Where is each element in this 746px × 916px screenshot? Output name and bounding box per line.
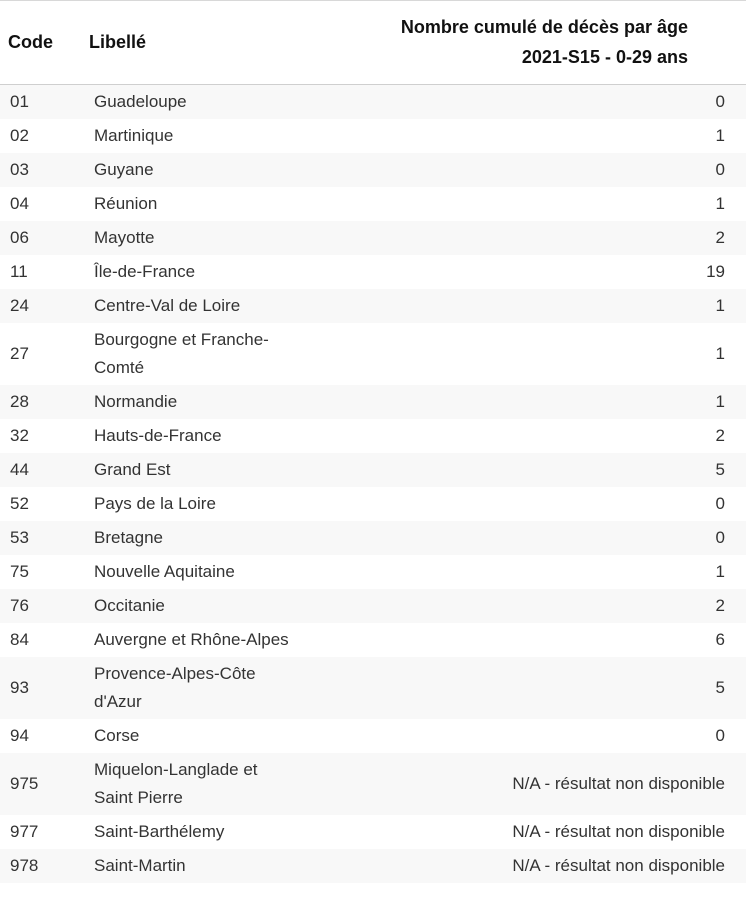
region-label: Réunion <box>94 193 158 213</box>
region-code: 52 <box>10 493 29 513</box>
region-label: Occitanie <box>94 595 165 615</box>
region-label: Martinique <box>94 125 174 145</box>
region-code: 84 <box>10 629 29 649</box>
table-body <box>0 84 746 883</box>
table-row <box>0 221 746 255</box>
region-code: 977 <box>10 821 39 841</box>
table-row <box>0 187 746 221</box>
deaths-value: 19 <box>706 261 725 281</box>
table-row <box>0 255 746 289</box>
region-label: Auvergne et Rhône-Alpes <box>94 629 289 649</box>
deaths-value: N/A - résultat non disponible <box>512 773 725 793</box>
region-code: 28 <box>10 391 29 411</box>
deaths-value: 1 <box>715 391 725 411</box>
deaths-by-region-table <box>0 1 746 883</box>
deaths-value: 2 <box>715 425 725 445</box>
deaths-value: 5 <box>715 459 725 479</box>
table-row <box>0 119 746 153</box>
column-header-deaths-period: 2021-S15 - 0-29 ans <box>521 47 688 68</box>
table-row <box>0 555 746 589</box>
region-code: 03 <box>10 159 29 179</box>
region-label: Guyane <box>94 159 154 179</box>
region-code: 01 <box>10 91 29 111</box>
deaths-value: 1 <box>715 125 725 145</box>
deaths-value: 0 <box>715 493 725 513</box>
region-label: Guadeloupe <box>94 91 187 111</box>
deaths-value: 1 <box>715 193 725 213</box>
region-code: 975 <box>10 773 39 793</box>
region-code: 02 <box>10 125 29 145</box>
region-code: 06 <box>10 227 29 247</box>
deaths-value: 2 <box>715 227 725 247</box>
region-code: 04 <box>10 193 29 213</box>
region-label: Saint-Martin <box>94 855 186 875</box>
region-label: Centre-Val de Loire <box>94 295 241 315</box>
region-code: 32 <box>10 425 29 445</box>
deaths-value: N/A - résultat non disponible <box>512 821 725 841</box>
region-label: Saint-Barthélemy <box>94 821 225 841</box>
deaths-value: N/A - résultat non disponible <box>512 855 725 875</box>
region-label: Nouvelle Aquitaine <box>94 561 235 581</box>
region-label: Normandie <box>94 391 178 411</box>
table-row <box>0 153 746 187</box>
region-code: 978 <box>10 855 39 875</box>
deaths-value: 1 <box>715 295 725 315</box>
deaths-value: 2 <box>715 595 725 615</box>
deaths-value: 0 <box>715 159 725 179</box>
table-row <box>0 289 746 323</box>
region-label: Bretagne <box>94 527 163 547</box>
table-row <box>0 385 746 419</box>
table-row <box>0 719 746 753</box>
table-row <box>0 623 746 657</box>
table-row <box>0 521 746 555</box>
region-label: Mayotte <box>94 227 155 247</box>
deaths-value: 0 <box>715 725 725 745</box>
region-label: Pays de la Loire <box>94 493 216 513</box>
region-label: Île-de-France <box>94 261 196 281</box>
column-header-deaths-title: Nombre cumulé de décès par âge <box>400 17 688 38</box>
region-code: 11 <box>10 261 28 281</box>
region-code: 27 <box>10 343 29 363</box>
region-label: Corse <box>94 725 140 745</box>
deaths-value: 0 <box>715 91 725 111</box>
table-row <box>0 419 746 453</box>
region-code: 44 <box>10 459 29 479</box>
table-row <box>0 753 746 815</box>
header-row <box>0 1 746 84</box>
column-header-deaths[interactable] <box>299 1 746 84</box>
deaths-value: 6 <box>715 629 725 649</box>
region-code: 93 <box>10 677 29 697</box>
deaths-value: 0 <box>715 527 725 547</box>
deaths-value: 1 <box>715 561 725 581</box>
table-row <box>0 589 746 623</box>
region-label: Hauts-de-France <box>94 425 222 445</box>
deaths-value: 5 <box>715 677 725 697</box>
column-header-code[interactable]: Code <box>8 32 53 53</box>
region-code: 76 <box>10 595 29 615</box>
table-row <box>0 453 746 487</box>
table-row <box>0 323 746 385</box>
table-row <box>0 487 746 521</box>
table-row <box>0 815 746 849</box>
table-header <box>0 1 746 84</box>
region-label: Grand Est <box>94 459 171 479</box>
deaths-value: 1 <box>715 343 725 363</box>
region-code: 75 <box>10 561 29 581</box>
table-row <box>0 849 746 883</box>
column-header-libelle[interactable]: Libellé <box>89 32 147 53</box>
region-code: 53 <box>10 527 29 547</box>
table-row <box>0 84 746 119</box>
table-row <box>0 657 746 719</box>
region-label: Bourgogne et Franche-Comté <box>94 329 269 377</box>
region-code: 24 <box>10 295 29 315</box>
region-code: 94 <box>10 725 29 745</box>
region-label: Provence-Alpes-Côte d'Azur <box>94 663 256 711</box>
region-label: Miquelon-Langlade et Saint Pierre <box>94 759 258 807</box>
